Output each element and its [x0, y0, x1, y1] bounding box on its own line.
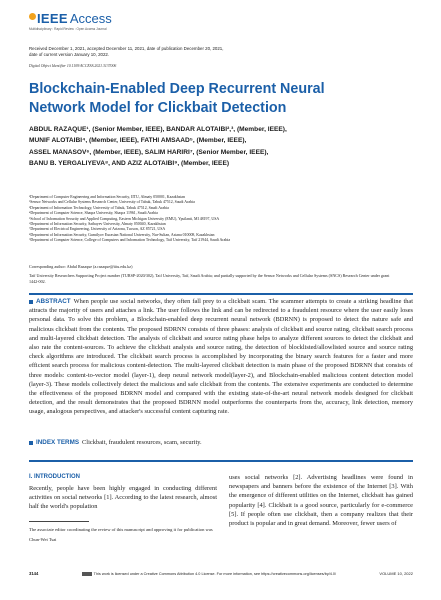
journal-tagline: Multidisciplinary : Rapid Review : Open Access Journal: [29, 27, 107, 31]
corresponding-author: Corresponding author: Abdul Razaque (a.razaque@iitu.edu.kz): [29, 264, 133, 269]
section-heading: I. INTRODUCTION: [29, 474, 80, 480]
affiliation-9: ⁹Department of Computer Science, College of Computers and Information Technology, Taif University, Taif 21944, Saudi Arabia: [29, 238, 231, 243]
affiliation-1: ¹Department of Computer Engineering and Information Security, IITU, Almaty 050001, Kazakhstan: [29, 195, 185, 199]
dates-line-1: Received December 1, 2021, accepted December 11, 2021, date of publication December 20, 2021,: [29, 46, 224, 51]
index-terms-square-icon: [29, 441, 33, 445]
index-terms-bottom-rule: [29, 460, 413, 462]
editor-footnote: The associate editor coordinating the review of this manuscript and approving it for publication was Chun-Wei Tsai: [29, 527, 213, 542]
author-line-4: BANU B. YERGALIYEVA⁸, AND AZIZ ALOTAIBI⁹, (Member, IEEE): [29, 159, 230, 167]
abstract-top-rule: [29, 293, 413, 295]
logo-ieee: IEEE: [37, 10, 68, 26]
author-line-3: ASSEL MANASOV⁶, (Member, IEEE), SALIM HARIRI⁷, (Senior Member, IEEE),: [29, 148, 269, 156]
license-note: [82, 572, 336, 576]
paper-title: Blockchain-Enabled Deep Recurrent Neural Network Model for Clickbait Detection: [29, 81, 325, 116]
logo-dot-icon: [29, 13, 36, 20]
doi-line: Digital Object Identifier 10.1109/ACCESS.2021.3137006: [29, 64, 117, 68]
abstract-square-icon: [29, 300, 33, 304]
index-terms-text: Clickbait, fraudulent resources, scam, security.: [82, 439, 202, 446]
cc-license-icon: [82, 572, 92, 576]
license-text: This work is licensed under a Creative Commons Attribution 4.0 License. For more information, see https://creativecommons.org/licenses/by/4.0/: [93, 571, 337, 576]
affiliation-7: ⁷Department of Electrical Engineering, University of Arizona, Tucson, AZ 85721, USA: [29, 227, 166, 232]
body-column-right: uses social networks [2]. Advertising headlines were found in newspapers and banners before the existence of the Internet [3]. With the emergence of different utilities on the Internet, clickbait has gained popularity [4]. Clickbait is a good source, particularly for e-commerce [5]. If people often use clickbait, then a company realizes that their product is popular and in great demand. Moreover, fewer users of: [229, 474, 413, 528]
volume-label: VOLUME 10, 2022: [379, 571, 413, 576]
affiliation-8: ⁸Department of Information Security, Gumilyov Eurasian National University, Nur-Sultan, Astana 010008, Kazakhstan: [29, 232, 215, 237]
abstract-block: [29, 297, 413, 417]
affiliations: [29, 195, 389, 244]
abstract-text: When people use social networks, they often fall prey to a clickbait scam. The scammer attempts to create a striking headline that attracts the majority of users and attaches a link. The user follows the link and can be redirected to a fraudulent resource where the user easily loses personal data. To solve this problem, a Blockchain-enabled deep recurrent neural network (BDRNN) is proposed to detect the nature safe and malicious clickbait from the contents. The proposed BDRNN consists of three phases: analysis of clickbait and source rating, clickbait search process and multi-layered clickbait detection. The analysis of clickbait and source rating phase helps to analyze different sources to detect the clickbait and also rate the content-sources. To achieve the clickbait analysis and source rating, the detection of blocklisted/allowlisted source and source rating check algorithms are introduced. The clickbait search process is accomplished by incorporating the binary search features for a faster and more efficient search process for malicious content-detection. The multi-layered clickbait detection is main phase of the proposed BDRNN that consists of three models: content-to-vector model (layer-1), deep neural network model(layer-2), and Blockchain-enabled malicious content detection model (layer-3). These models collectively detect the malicious and safe clickbait from the contents. The extensive experiments are conducted to determine the effectiveness of the proposed BDRNN model and compared with the existing state-of-the-art neural network models designed for clickbait detection, and the result demonstrates that the proposed BDRNN model outperforms the counterparts from the, accuracy, link detection, memory usage, analogous perspectives, and attacker's successful content capturing rate.: [29, 298, 413, 416]
journal-logo: [29, 10, 112, 26]
author-line-2: MUNIF ALOTAIBI⁴, (Member, IEEE), FATHI AMSAAD⁵, (Member, IEEE),: [29, 137, 247, 145]
index-terms-label: INDEX TERMS: [36, 439, 80, 446]
affiliation-4: ⁴Department of Computer Science, Shaqra University, Shaqra 11961, Saudi Arabia: [29, 211, 158, 216]
affiliation-2: ²Sensor Networks and Cellular Systems Research Center, University of Tabuk, Tabuk 47512, Saudi Arabia: [29, 200, 195, 205]
dates-line-2: date of current version January 10, 2022.: [29, 52, 110, 57]
affiliation-3: ³Department of Information Technology, University of Tabuk, Tabuk 47512, Saudi Arabia: [29, 205, 169, 210]
publication-dates: [29, 46, 329, 58]
affiliation-6: ⁶Department of Information Security, Satbayev University, Almaty 050040, Kazakhstan: [29, 222, 166, 227]
abstract-label: ABSTRACT: [36, 298, 71, 305]
footnote-rule: [29, 521, 89, 522]
author-line-1: ABDUL RAZAQUE¹, (Senior Member, IEEE), BANDAR ALOTAIBI²,³, (Member, IEEE),: [29, 126, 287, 133]
page-number: 3144: [29, 571, 39, 576]
author-list: [29, 124, 359, 169]
affiliation-5: ⁵School of Information Security and Applied Computing, Eastern Michigan University (EMU), Ypsilanti, MI 48197, USA: [29, 216, 220, 221]
body-column-left: Recently, people have been highly engaged in conducting different activities on social networks [1]. According to the latest research, almost half the world's population: [29, 485, 217, 511]
logo-access: Access: [69, 10, 112, 26]
index-terms-block: [29, 439, 413, 446]
funding-note: Taif University Researchers Supporting Project number (TURSP-2020/302), Taif University, Taif, Saudi Arabia; and partially supported by the Sensor Networks and Cellular Systems (SNCS) Research Center under grant 1442-002.: [29, 273, 390, 284]
page-footer: [29, 571, 413, 576]
